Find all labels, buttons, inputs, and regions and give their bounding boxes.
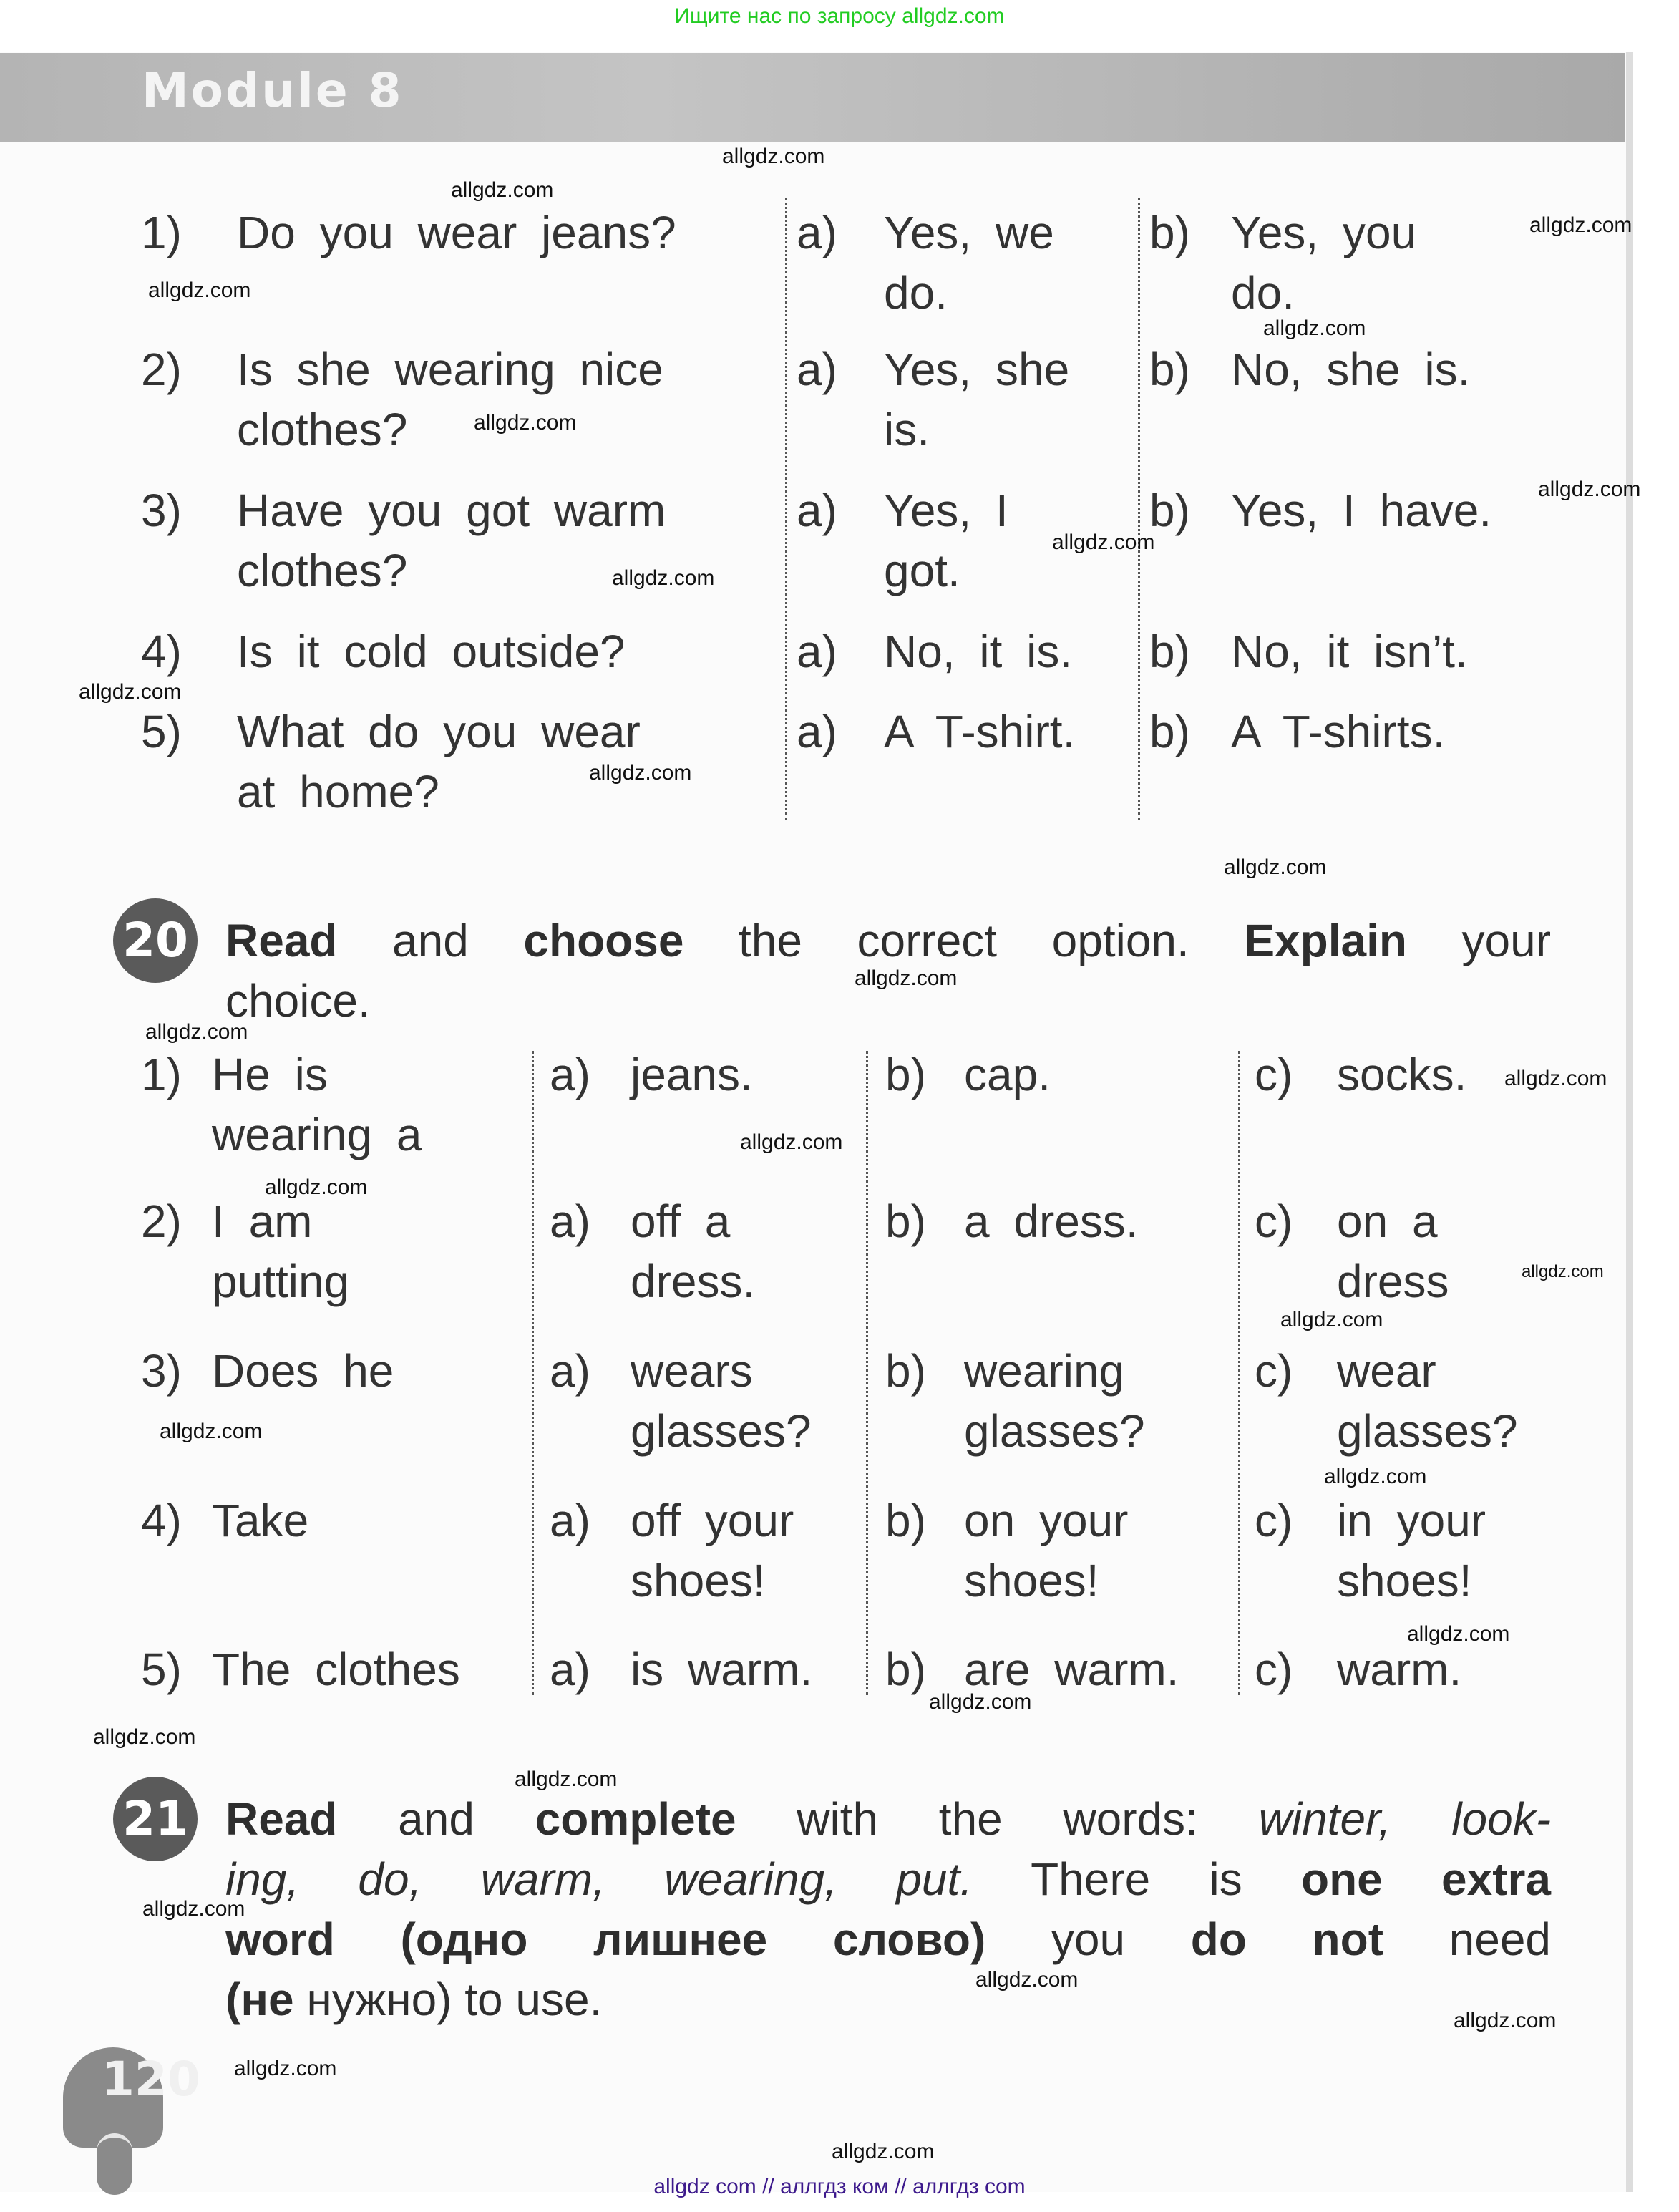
option-c-label: c): [1255, 1049, 1293, 1100]
option-b-label: b): [1149, 626, 1190, 677]
bold-text: word (одно лишнее слово): [225, 1913, 986, 1965]
column-divider: [532, 1051, 534, 1695]
item-number: 2): [141, 344, 182, 395]
option-a-label: a): [797, 207, 837, 258]
exercise-21-number-badge: 21: [113, 1777, 198, 1861]
option-a-text: wears glasses?: [631, 1345, 812, 1457]
bottom-watermark: allgdz com // аллгдз ком // аллгдз com: [653, 2175, 1026, 2198]
option-b-text: Yes, you do.: [1231, 207, 1417, 319]
option-a-text: jeans.: [631, 1049, 753, 1100]
option-c-label: c): [1255, 1195, 1293, 1247]
watermark-text: allgdz.com: [975, 1968, 1079, 1992]
option-b-text: wearing glasses?: [964, 1345, 1145, 1457]
item-number: 3): [141, 485, 182, 536]
option-b-text: No, it isn’t.: [1231, 626, 1468, 677]
italic-text: winter, look-: [1258, 1793, 1552, 1845]
option-a-label: a): [797, 706, 837, 757]
watermark-text: allgdz.com: [160, 1420, 263, 1443]
column-divider: [866, 1051, 868, 1695]
option-b-label: b): [885, 1495, 926, 1546]
option-a-text: Yes, I got.: [884, 485, 1008, 596]
bold-text: Explain: [1244, 915, 1407, 966]
option-b-label: b): [885, 1049, 926, 1100]
option-a-label: a): [550, 1644, 590, 1695]
watermark-text: allgdz.com: [451, 178, 554, 202]
text: and: [337, 1793, 535, 1845]
watermark-text: allgdz.com: [145, 1020, 248, 1044]
option-a-text: off your shoes!: [631, 1495, 794, 1606]
question-text: Is it cold outside?: [237, 626, 626, 677]
option-a-label: a): [550, 1049, 590, 1100]
option-b-label: b): [885, 1195, 926, 1247]
option-a-label: a): [797, 344, 837, 395]
question-text: He is wearing a: [212, 1049, 422, 1160]
column-divider: [1138, 198, 1140, 820]
watermark-text: allgdz.com: [1538, 477, 1641, 501]
column-divider: [785, 198, 787, 820]
instruction-line: [225, 1969, 1551, 2029]
watermark-text: allgdz.com: [1454, 2009, 1557, 2032]
option-b-label: b): [1149, 207, 1190, 258]
option-a-label: a): [797, 626, 837, 677]
option-b-label: b): [885, 1644, 926, 1695]
option-b-label: b): [885, 1345, 926, 1397]
watermark-text: allgdz.com: [1529, 213, 1632, 237]
question-text: I am putting: [212, 1195, 350, 1307]
item-number: 3): [141, 1345, 182, 1397]
option-a-text: is warm.: [631, 1644, 813, 1695]
watermark-text: allgdz.com: [1052, 530, 1155, 554]
text: There is: [973, 1853, 1301, 1905]
text: with the words:: [736, 1793, 1259, 1845]
option-c-text: socks.: [1337, 1049, 1467, 1100]
instruction-line: [225, 1909, 1551, 1969]
watermark-text: allgdz.com: [832, 2140, 935, 2163]
italic-text: ing, do, warm, wearing, put.: [225, 1853, 973, 1905]
option-c-label: c): [1255, 1495, 1293, 1546]
option-c-text: in your shoes!: [1337, 1495, 1486, 1606]
bold-text: Read: [225, 915, 338, 966]
option-a-text: off a dress.: [631, 1195, 756, 1307]
page-number: 120: [102, 2052, 200, 2107]
question-text: Do you wear jeans?: [237, 207, 676, 258]
watermark-text: allgdz.com: [929, 1690, 1032, 1714]
option-a-label: a): [550, 1195, 590, 1247]
question-text: The clothes: [212, 1644, 460, 1695]
text: and: [337, 915, 524, 966]
bold-text: do not: [1190, 1913, 1384, 1965]
item-number: 1): [141, 207, 182, 258]
watermark-text: allgdz.com: [589, 761, 692, 785]
item-number: 1): [141, 1049, 182, 1100]
option-c-text: on a dress: [1337, 1195, 1449, 1307]
item-number: 4): [141, 1495, 182, 1546]
option-b-text: a dress.: [964, 1195, 1139, 1247]
item-number: 2): [141, 1195, 182, 1247]
option-b-text: Yes, I have.: [1231, 485, 1492, 536]
top-watermark: Ищите нас по запросу allgdz.com: [674, 4, 1005, 28]
watermark-text: allgdz.com: [474, 411, 577, 435]
instruction-line: [225, 1849, 1551, 1909]
text: the correct option.: [683, 915, 1245, 966]
text: need: [1383, 1913, 1552, 1965]
bold-text: (не: [225, 1974, 294, 2025]
module-title: Module 8: [142, 63, 404, 118]
watermark-text: allgdz.com: [515, 1767, 618, 1791]
watermark-text: allgdz.com: [1263, 316, 1366, 340]
watermark-text: allgdz.com: [740, 1130, 843, 1154]
watermark-text: allgdz.com: [148, 278, 251, 302]
question-text: Take: [212, 1495, 309, 1546]
question-text: Is she wearing nice clothes?: [237, 344, 663, 455]
option-a-text: Yes, she is.: [884, 344, 1070, 455]
instruction-line: [225, 1789, 1551, 1849]
question-text: Does he: [212, 1345, 394, 1397]
watermark-text: allgdz.com: [1504, 1067, 1607, 1090]
watermark-text: allgdz.com: [612, 566, 715, 590]
option-a-label: a): [797, 485, 837, 536]
text: нужно) to use.: [293, 1974, 603, 2025]
option-a-text: Yes, we do.: [884, 207, 1054, 319]
option-c-label: c): [1255, 1644, 1293, 1695]
text: choice.: [225, 975, 371, 1027]
watermark-text: allgdz.com: [79, 680, 182, 704]
option-b-label: b): [1149, 706, 1190, 757]
question-text: What do you wear at home?: [237, 706, 641, 818]
watermark-text: allgdz.com: [855, 966, 958, 990]
watermark-text: allgdz.com: [1224, 855, 1327, 879]
bold-text: complete: [535, 1793, 736, 1845]
option-b-label: b): [1149, 344, 1190, 395]
option-b-text: are warm.: [964, 1644, 1179, 1695]
watermark-text: allgdz.com: [234, 2057, 337, 2080]
option-b-text: No, she is.: [1231, 344, 1471, 395]
watermark-text: allgdz.com: [93, 1725, 196, 1749]
question-text: Have you got warm clothes?: [237, 485, 666, 596]
watermark-text: allgdz.com: [265, 1175, 368, 1199]
text: your: [1406, 915, 1552, 966]
item-number: 5): [141, 706, 182, 757]
watermark-text: allgdz.com: [142, 1897, 245, 1921]
option-c-text: wear glasses?: [1337, 1345, 1518, 1457]
option-a-text: No, it is.: [884, 626, 1073, 677]
bold-text: one extra: [1300, 1853, 1552, 1905]
text: you: [986, 1913, 1191, 1965]
option-a-label: a): [550, 1345, 590, 1397]
watermark-text: allgdz.com: [1324, 1465, 1427, 1488]
item-number: 4): [141, 626, 182, 677]
option-b-text: cap.: [964, 1049, 1051, 1100]
option-b-text: A T-shirts.: [1231, 706, 1446, 757]
option-b-label: b): [1149, 485, 1190, 536]
watermark-text: allgdz.com: [1407, 1622, 1510, 1646]
option-b-text: on your shoes!: [964, 1495, 1129, 1606]
option-a-label: a): [550, 1495, 590, 1546]
watermark-text: allgdz.com: [1522, 1262, 1604, 1281]
option-a-text: A T-shirt.: [884, 706, 1076, 757]
instruction-line: [225, 911, 1551, 971]
option-c-label: c): [1255, 1345, 1293, 1397]
bold-text: Read: [225, 1793, 338, 1845]
watermark-text: allgdz.com: [1280, 1308, 1383, 1331]
bold-text: choose: [523, 915, 684, 966]
exercise-20-number-badge: 20: [113, 898, 198, 983]
item-number: 5): [141, 1644, 182, 1695]
watermark-text: allgdz.com: [722, 145, 825, 168]
option-c-text: warm.: [1337, 1644, 1462, 1695]
column-divider: [1238, 1051, 1240, 1695]
